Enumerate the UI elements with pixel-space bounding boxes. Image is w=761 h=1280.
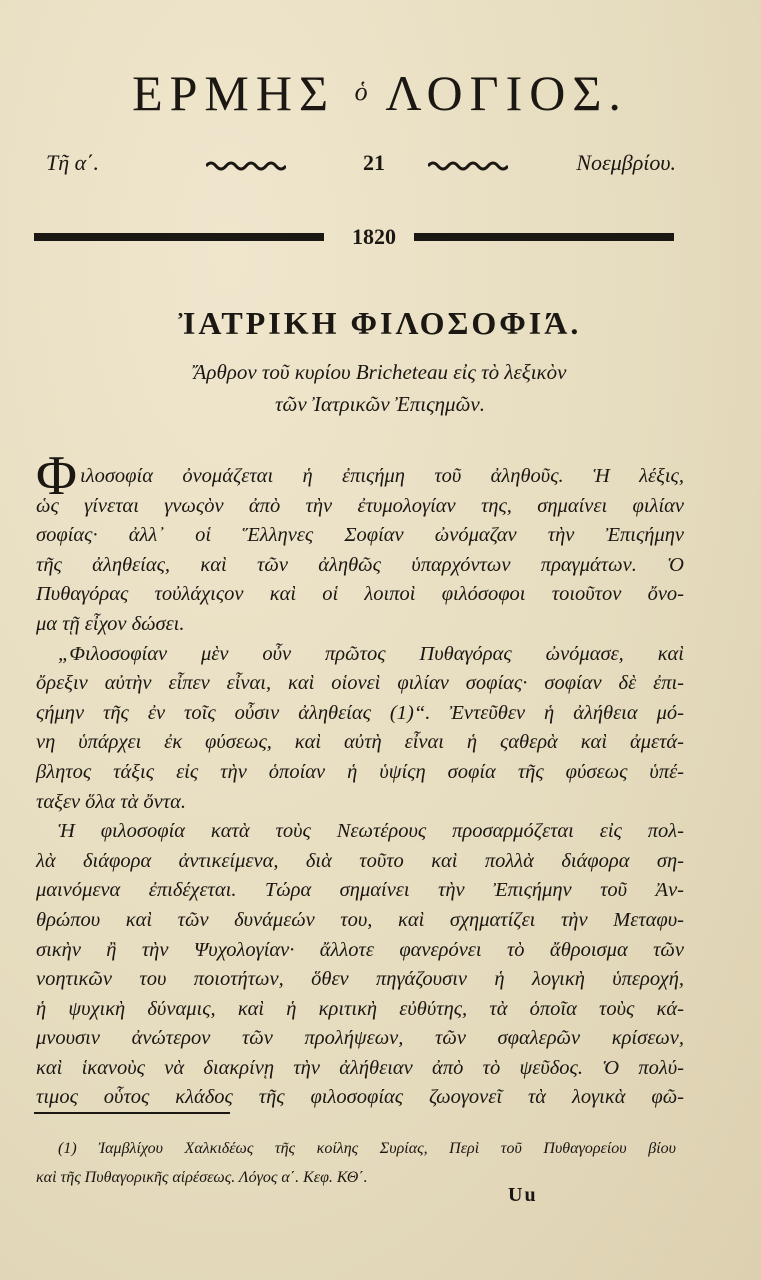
- masthead-hermes: ΕΡΜΗΣ: [132, 65, 336, 121]
- issue-line: [46, 150, 676, 180]
- ornament-right: [428, 160, 508, 172]
- body-line: ταξεν ὅλα τὰ ὄντα.: [36, 790, 186, 813]
- issue-month: Νοεμβρίου.: [576, 150, 676, 175]
- subtitle-line-2: τῶν Ἰατρικῶν Ἐπιςημῶν.: [275, 392, 485, 416]
- issue-number: 21: [363, 150, 385, 175]
- footnote-rule: [34, 1112, 230, 1114]
- body-line: σικὴν ἢ τὴν Ψυχολογίαν· ἄλλοτε φανερόνει τὸ ἄθροισμα τῶν: [36, 938, 684, 961]
- footnote-line-1: (1) Ἰαμβλίχου Χαλκιδέως τῆς κοίλης Συρίας, Περὶ τοῦ Πυθαγορείου βίου: [58, 1140, 676, 1157]
- masthead: [40, 62, 720, 123]
- ornament-left: [206, 160, 286, 172]
- printer-signature: Uu: [508, 1184, 538, 1206]
- article-title: ἸΑΤΡΙΚΗ ΦΙΛΟΣΟΦΙΆ.: [178, 305, 582, 341]
- body-line: Πυθαγόρας τοὐλάχιςον καὶ οἱ λοιποὶ φιλόσοφοι τοιοῦτον ὄνο-: [36, 583, 684, 606]
- rule-right: [414, 233, 674, 241]
- body-line: τιμος οὗτος κλάδος τῆς φιλοσοφίας ζωογονεῖ τὰ λογικὰ φῶ-: [36, 1086, 684, 1109]
- body-line: λὰ διάφορα ἀντικείμενα, διὰ τοῦτο καὶ πολλὰ διάφορα ση-: [36, 849, 684, 872]
- body-line: θρώπου καὶ τῶν δυνάμεών του, καὶ σχηματίζει τὴν Μεταφυ-: [36, 908, 684, 931]
- year: 1820: [352, 224, 396, 249]
- masthead-article: ὁ: [354, 77, 369, 106]
- body-line: μνουσιν ἀνώτερον τῶν προλήψεων, τῶν σφαλερῶν κρίσεων,: [36, 1027, 684, 1050]
- body-line: μα τῇ εἶχον δώσει.: [36, 612, 185, 635]
- body-line: Ἡ φιλοσοφία κατὰ τοὺς Νεωτέρους προσαρμόζεται εἰς πολ-: [58, 820, 684, 843]
- body-line: βλητος τάξις εἰς τὴν ὁποίαν ἡ ὑψίςη σοφία τῆς φύσεως ὑπέ-: [36, 760, 684, 783]
- body-line: τῆς ἀληθείας, καὶ τῶν ἀληθῶς ὑπαρχόντων πραγμάτων. Ὁ: [36, 553, 684, 576]
- body-line: ὡς γίνεται γνωςὸν ἀπὸ τὴν ἐτυμολογίαν της, σημαίνει φιλίαν: [36, 494, 684, 517]
- body-line: νη ὑπάρχει ἐκ φύσεως, καὶ αὐτὴ εἶναι ἡ ςαθερὰ καὶ ἀμετά-: [36, 731, 684, 754]
- footnote-line-2: καὶ τῆς Πυθαγορικῆς αἱρέσεως. Λόγος α΄. Κεφ. ΚΘ΄.: [36, 1169, 368, 1186]
- article-body: [36, 445, 684, 1113]
- body-line: νοητικῶν του ποιοτήτων, ὅθεν πηγάζουσιν ἡ λογικὴ ὑπεροχή,: [36, 968, 684, 991]
- body-line: μαινόμενα ἐπιδέχεται. Τώρα σημαίνει τὴν Ἐπιςήμην τοῦ Ἀν-: [36, 879, 684, 902]
- body-line: „Φιλοσοφίαν μὲν οὖν πρῶτος Πυθαγόρας ὠνόμασε, καὶ: [58, 642, 684, 665]
- masthead-logios: ΛΟΓΙΟΣ.: [385, 65, 628, 121]
- body-line: ἡ ψυχικὴ δύναμις, καὶ ἡ κριτικὴ εὐθύτης, τὰ ὁποῖα τοὺς κά-: [36, 997, 684, 1020]
- article-subtitle: [60, 356, 700, 420]
- year-line: [34, 224, 674, 252]
- body-line: ὄρεξιν αὐτὴν εἶπεν εἶναι, καὶ οἱονεὶ φιλίαν σοφίας· σοφίαν δὲ ἐπι-: [36, 672, 684, 695]
- volume-label: Τῆ α΄.: [46, 150, 100, 175]
- subtitle-line-1: Ἄρθρον τοῦ κυρίου Bricheteau εἰς τὸ λεξικὸν: [193, 360, 567, 384]
- body-line-text: ιλοσοφία ὀνομάζεται ἡ ἐπιςήμη τοῦ ἀληθοῦς. Ἡ λέξις,: [80, 465, 684, 487]
- footnote: [36, 1134, 676, 1192]
- rule-left: [34, 233, 324, 241]
- body-line: καὶ ἱκανοὺς νὰ διακρίνῃ τὴν ἀλήθειαν ἀπὸ τὸ ψεῦδος. Ὁ πολύ-: [36, 1056, 684, 1079]
- body-line: σοφίας· ἀλλ᾽ οἱ Ἕλληνες Σοφίαν ὠνόμαζαν τὴν Ἐπιςήμην: [36, 524, 684, 547]
- drop-cap: Φ: [36, 445, 77, 507]
- body-line: ςήμην τῆς ἐν τοῖς οὖσιν ἀληθείας (1)“. Ἐντεῦθεν ἡ ἀλήθεια μό-: [36, 701, 684, 724]
